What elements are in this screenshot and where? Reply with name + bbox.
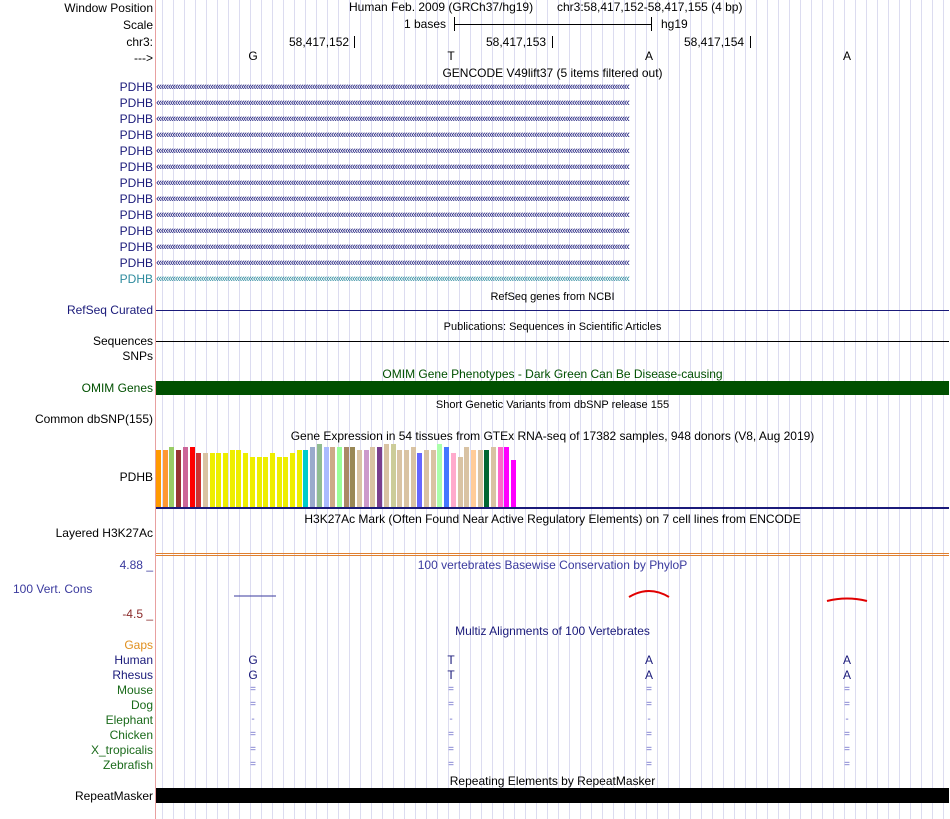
alignment-base: =	[646, 699, 652, 710]
multiz-title[interactable]: Multiz Alignments of 100 Vertebrates	[455, 624, 650, 638]
omim-label[interactable]: OMIM Genes	[81, 381, 153, 395]
species-label[interactable]: Zebrafish	[102, 758, 153, 772]
alignment-base: =	[646, 684, 652, 695]
gtex-tissue-bar[interactable]	[176, 450, 181, 507]
gencode-transcript-label[interactable]: PDHB	[119, 160, 153, 174]
alignment-base: -	[647, 714, 651, 725]
phylop-label[interactable]: 100 Vert. Cons	[13, 582, 93, 596]
phylop-title[interactable]: 100 vertebrates Basewise Conservation by PhyloP	[417, 558, 688, 572]
gtex-tissue-bar[interactable]	[384, 444, 389, 507]
gtex-tissue-bar[interactable]	[431, 450, 436, 507]
gencode-transcript-label[interactable]: PDHB	[119, 192, 153, 206]
gencode-transcript[interactable]: ‹‹‹‹‹‹‹‹‹‹‹‹‹‹‹‹‹‹‹‹‹‹‹‹‹‹‹‹‹‹‹‹‹‹‹‹‹‹‹‹‹‹‹‹‹‹‹‹‹‹‹‹‹‹‹‹‹‹‹‹‹‹‹‹‹‹‹‹‹‹‹‹‹‹‹‹‹‹‹‹‹‹‹‹‹‹‹‹‹‹‹‹‹‹‹‹‹‹‹‹‹‹‹‹‹‹‹‹‹‹‹‹‹‹‹‹‹‹‹‹‹‹‹‹‹‹‹‹‹‹‹‹‹‹‹‹‹‹‹‹‹‹‹‹‹‹‹‹‹‹‹‹‹‹‹‹‹‹‹‹‹‹‹‹‹‹‹‹‹‹‹‹‹‹‹‹‹‹‹‹‹‹‹‹‹‹‹‹‹‹‹‹‹‹‹‹‹‹‹‹	[156, 145, 629, 157]
scale-text: 1 bases	[404, 17, 447, 31]
repeatmasker-title[interactable]: Repeating Elements by RepeatMasker	[449, 774, 656, 788]
refseq-title[interactable]: RefSeq genes from NCBI	[490, 291, 615, 303]
position-text[interactable]: chr3:58,417,152-58,417,155 (4 bp)	[557, 0, 743, 14]
alignment-base: =	[844, 744, 850, 755]
gtex-tissue-bar[interactable]	[270, 453, 275, 507]
gtex-tissue-bar[interactable]	[444, 447, 449, 507]
gtex-tissue-bar[interactable]	[317, 444, 322, 507]
ref-base-1: G	[248, 49, 258, 63]
snps-label[interactable]: SNPs	[122, 349, 153, 363]
gencode-transcript-label[interactable]: PDHB	[119, 208, 153, 222]
gencode-transcript-label[interactable]: PDHB	[119, 128, 153, 142]
species-label[interactable]: Dog	[130, 698, 153, 712]
alignment-base: =	[250, 684, 256, 695]
gencode-transcript[interactable]: ‹‹‹‹‹‹‹‹‹‹‹‹‹‹‹‹‹‹‹‹‹‹‹‹‹‹‹‹‹‹‹‹‹‹‹‹‹‹‹‹‹‹‹‹‹‹‹‹‹‹‹‹‹‹‹‹‹‹‹‹‹‹‹‹‹‹‹‹‹‹‹‹‹‹‹‹‹‹‹‹‹‹‹‹‹‹‹‹‹‹‹‹‹‹‹‹‹‹‹‹‹‹‹‹‹‹‹‹‹‹‹‹‹‹‹‹‹‹‹‹‹‹‹‹‹‹‹‹‹‹‹‹‹‹‹‹‹‹‹‹‹‹‹‹‹‹‹‹‹‹‹‹‹‹‹‹‹‹‹‹‹‹‹‹‹‹‹‹‹‹‹‹‹‹‹‹‹‹‹‹‹‹‹‹‹‹‹‹‹‹‹‹‹‹‹‹‹‹‹‹	[156, 81, 629, 93]
alignment-base: T	[447, 668, 455, 682]
strand-label: --->	[134, 51, 153, 65]
alignment-base: =	[646, 744, 652, 755]
gtex-tissue-bar[interactable]	[411, 447, 416, 507]
species-label[interactable]: Mouse	[116, 683, 153, 697]
gtex-tissue-bar[interactable]	[169, 447, 174, 507]
gencode-transcript-label[interactable]: PDHB	[119, 112, 153, 126]
gtex-tissue-bar[interactable]	[344, 447, 349, 507]
gencode-transcript[interactable]: ‹‹‹‹‹‹‹‹‹‹‹‹‹‹‹‹‹‹‹‹‹‹‹‹‹‹‹‹‹‹‹‹‹‹‹‹‹‹‹‹‹‹‹‹‹‹‹‹‹‹‹‹‹‹‹‹‹‹‹‹‹‹‹‹‹‹‹‹‹‹‹‹‹‹‹‹‹‹‹‹‹‹‹‹‹‹‹‹‹‹‹‹‹‹‹‹‹‹‹‹‹‹‹‹‹‹‹‹‹‹‹‹‹‹‹‹‹‹‹‹‹‹‹‹‹‹‹‹‹‹‹‹‹‹‹‹‹‹‹‹‹‹‹‹‹‹‹‹‹‹‹‹‹‹‹‹‹‹‹‹‹‹‹‹‹‹‹‹‹‹‹‹‹‹‹‹‹‹‹‹‹‹‹‹‹‹‹‹‹‹‹‹‹‹‹‹‹‹‹‹	[156, 241, 629, 253]
gtex-tissue-bar[interactable]	[391, 444, 396, 507]
ref-base-3: A	[644, 49, 653, 63]
alignment-base: =	[250, 744, 256, 755]
gaps-label[interactable]: Gaps	[124, 638, 153, 652]
publications-line[interactable]	[156, 341, 949, 342]
species-label[interactable]: Chicken	[109, 728, 153, 742]
gencode-transcript[interactable]: ‹‹‹‹‹‹‹‹‹‹‹‹‹‹‹‹‹‹‹‹‹‹‹‹‹‹‹‹‹‹‹‹‹‹‹‹‹‹‹‹‹‹‹‹‹‹‹‹‹‹‹‹‹‹‹‹‹‹‹‹‹‹‹‹‹‹‹‹‹‹‹‹‹‹‹‹‹‹‹‹‹‹‹‹‹‹‹‹‹‹‹‹‹‹‹‹‹‹‹‹‹‹‹‹‹‹‹‹‹‹‹‹‹‹‹‹‹‹‹‹‹‹‹‹‹‹‹‹‹‹‹‹‹‹‹‹‹‹‹‹‹‹‹‹‹‹‹‹‹‹‹‹‹‹‹‹‹‹‹‹‹‹‹‹‹‹‹‹‹‹‹‹‹‹‹‹‹‹‹‹‹‹‹‹‹‹‹‹‹‹‹‹‹‹‹‹‹‹‹‹	[156, 161, 629, 173]
tick-mark-3	[750, 36, 751, 48]
gtex-tissue-bar[interactable]	[370, 447, 375, 507]
tick-label-1: 58,417,152	[289, 35, 350, 49]
h3k27ac-title[interactable]: H3K27Ac Mark (Often Found Near Active Regulatory Elements) on 7 cell lines from ENCODE	[304, 512, 801, 526]
gencode-transcript[interactable]: ‹‹‹‹‹‹‹‹‹‹‹‹‹‹‹‹‹‹‹‹‹‹‹‹‹‹‹‹‹‹‹‹‹‹‹‹‹‹‹‹‹‹‹‹‹‹‹‹‹‹‹‹‹‹‹‹‹‹‹‹‹‹‹‹‹‹‹‹‹‹‹‹‹‹‹‹‹‹‹‹‹‹‹‹‹‹‹‹‹‹‹‹‹‹‹‹‹‹‹‹‹‹‹‹‹‹‹‹‹‹‹‹‹‹‹‹‹‹‹‹‹‹‹‹‹‹‹‹‹‹‹‹‹‹‹‹‹‹‹‹‹‹‹‹‹‹‹‹‹‹‹‹‹‹‹‹‹‹‹‹‹‹‹‹‹‹‹‹‹‹‹‹‹‹‹‹‹‹‹‹‹‹‹‹‹‹‹‹‹‹‹‹‹‹‹‹‹‹‹‹	[156, 129, 629, 141]
alignment-base: G	[248, 653, 258, 667]
gtex-tissue-bar[interactable]	[297, 450, 302, 507]
gtex-tissue-bar[interactable]	[424, 450, 429, 507]
omim-bar[interactable]	[156, 381, 949, 395]
chrom-label: chr3:	[126, 35, 153, 49]
alignment-base: =	[250, 759, 256, 770]
gtex-tissue-bar[interactable]	[478, 450, 483, 507]
gtex-tissue-bar[interactable]	[283, 457, 288, 507]
gencode-transcript[interactable]: ‹‹‹‹‹‹‹‹‹‹‹‹‹‹‹‹‹‹‹‹‹‹‹‹‹‹‹‹‹‹‹‹‹‹‹‹‹‹‹‹‹‹‹‹‹‹‹‹‹‹‹‹‹‹‹‹‹‹‹‹‹‹‹‹‹‹‹‹‹‹‹‹‹‹‹‹‹‹‹‹‹‹‹‹‹‹‹‹‹‹‹‹‹‹‹‹‹‹‹‹‹‹‹‹‹‹‹‹‹‹‹‹‹‹‹‹‹‹‹‹‹‹‹‹‹‹‹‹‹‹‹‹‹‹‹‹‹‹‹‹‹‹‹‹‹‹‹‹‹‹‹‹‹‹‹‹‹‹‹‹‹‹‹‹‹‹‹‹‹‹‹‹‹‹‹‹‹‹‹‹‹‹‹‹‹‹‹‹‹‹‹‹‹‹‹‹‹‹‹‹	[156, 193, 629, 205]
alignment-base: -	[845, 714, 849, 725]
gencode-title[interactable]: GENCODE V49lift37 (5 items filtered out)	[442, 66, 663, 80]
sequences-label[interactable]: Sequences	[92, 334, 153, 348]
gencode-transcript[interactable]: ‹‹‹‹‹‹‹‹‹‹‹‹‹‹‹‹‹‹‹‹‹‹‹‹‹‹‹‹‹‹‹‹‹‹‹‹‹‹‹‹‹‹‹‹‹‹‹‹‹‹‹‹‹‹‹‹‹‹‹‹‹‹‹‹‹‹‹‹‹‹‹‹‹‹‹‹‹‹‹‹‹‹‹‹‹‹‹‹‹‹‹‹‹‹‹‹‹‹‹‹‹‹‹‹‹‹‹‹‹‹‹‹‹‹‹‹‹‹‹‹‹‹‹‹‹‹‹‹‹‹‹‹‹‹‹‹‹‹‹‹‹‹‹‹‹‹‹‹‹‹‹‹‹‹‹‹‹‹‹‹‹‹‹‹‹‹‹‹‹‹‹‹‹‹‹‹‹‹‹‹‹‹‹‹‹‹‹‹‹‹‹‹‹‹‹‹‹‹‹‹	[156, 209, 629, 221]
gtex-tissue-bar[interactable]	[364, 450, 369, 507]
gtex-tissue-bar[interactable]	[357, 450, 362, 507]
gencode-transcript[interactable]: ‹‹‹‹‹‹‹‹‹‹‹‹‹‹‹‹‹‹‹‹‹‹‹‹‹‹‹‹‹‹‹‹‹‹‹‹‹‹‹‹‹‹‹‹‹‹‹‹‹‹‹‹‹‹‹‹‹‹‹‹‹‹‹‹‹‹‹‹‹‹‹‹‹‹‹‹‹‹‹‹‹‹‹‹‹‹‹‹‹‹‹‹‹‹‹‹‹‹‹‹‹‹‹‹‹‹‹‹‹‹‹‹‹‹‹‹‹‹‹‹‹‹‹‹‹‹‹‹‹‹‹‹‹‹‹‹‹‹‹‹‹‹‹‹‹‹‹‹‹‹‹‹‹‹‹‹‹‹‹‹‹‹‹‹‹‹‹‹‹‹‹‹‹‹‹‹‹‹‹‹‹‹‹‹‹‹‹‹‹‹‹‹‹‹‹‹‹‹‹‹	[156, 273, 629, 285]
gencode-transcript-label[interactable]: PDHB	[119, 240, 153, 254]
alignment-base: A	[644, 653, 653, 667]
gtex-tissue-bar[interactable]	[223, 453, 228, 507]
alignment-base: =	[646, 729, 652, 740]
gtex-tissue-bar[interactable]	[277, 457, 282, 507]
gtex-tissue-bar[interactable]	[196, 453, 201, 507]
gtex-tissue-bar[interactable]	[243, 453, 248, 507]
gtex-tissue-bar[interactable]	[350, 447, 355, 507]
tick-mark-1	[354, 36, 355, 48]
phylop-peak-1	[629, 591, 669, 597]
db-text: hg19	[661, 17, 688, 31]
gencode-transcript[interactable]: ‹‹‹‹‹‹‹‹‹‹‹‹‹‹‹‹‹‹‹‹‹‹‹‹‹‹‹‹‹‹‹‹‹‹‹‹‹‹‹‹‹‹‹‹‹‹‹‹‹‹‹‹‹‹‹‹‹‹‹‹‹‹‹‹‹‹‹‹‹‹‹‹‹‹‹‹‹‹‹‹‹‹‹‹‹‹‹‹‹‹‹‹‹‹‹‹‹‹‹‹‹‹‹‹‹‹‹‹‹‹‹‹‹‹‹‹‹‹‹‹‹‹‹‹‹‹‹‹‹‹‹‹‹‹‹‹‹‹‹‹‹‹‹‹‹‹‹‹‹‹‹‹‹‹‹‹‹‹‹‹‹‹‹‹‹‹‹‹‹‹‹‹‹‹‹‹‹‹‹‹‹‹‹‹‹‹‹‹‹‹‹‹‹‹‹‹‹‹‹‹	[156, 177, 629, 189]
alignment-base: =	[844, 699, 850, 710]
gtex-tissue-bar[interactable]	[437, 444, 442, 507]
alignment-base: -	[251, 714, 255, 725]
gencode-transcript-label[interactable]: PDHB	[119, 272, 153, 286]
repeatmasker-label[interactable]: RepeatMasker	[74, 789, 153, 803]
alignment-base: =	[250, 699, 256, 710]
gencode-transcript[interactable]: ‹‹‹‹‹‹‹‹‹‹‹‹‹‹‹‹‹‹‹‹‹‹‹‹‹‹‹‹‹‹‹‹‹‹‹‹‹‹‹‹‹‹‹‹‹‹‹‹‹‹‹‹‹‹‹‹‹‹‹‹‹‹‹‹‹‹‹‹‹‹‹‹‹‹‹‹‹‹‹‹‹‹‹‹‹‹‹‹‹‹‹‹‹‹‹‹‹‹‹‹‹‹‹‹‹‹‹‹‹‹‹‹‹‹‹‹‹‹‹‹‹‹‹‹‹‹‹‹‹‹‹‹‹‹‹‹‹‹‹‹‹‹‹‹‹‹‹‹‹‹‹‹‹‹‹‹‹‹‹‹‹‹‹‹‹‹‹‹‹‹‹‹‹‹‹‹‹‹‹‹‹‹‹‹‹‹‹‹‹‹‹‹‹‹‹‹‹‹‹‹	[156, 257, 629, 269]
gtex-tissue-bar[interactable]	[491, 447, 496, 507]
gencode-transcript[interactable]: ‹‹‹‹‹‹‹‹‹‹‹‹‹‹‹‹‹‹‹‹‹‹‹‹‹‹‹‹‹‹‹‹‹‹‹‹‹‹‹‹‹‹‹‹‹‹‹‹‹‹‹‹‹‹‹‹‹‹‹‹‹‹‹‹‹‹‹‹‹‹‹‹‹‹‹‹‹‹‹‹‹‹‹‹‹‹‹‹‹‹‹‹‹‹‹‹‹‹‹‹‹‹‹‹‹‹‹‹‹‹‹‹‹‹‹‹‹‹‹‹‹‹‹‹‹‹‹‹‹‹‹‹‹‹‹‹‹‹‹‹‹‹‹‹‹‹‹‹‹‹‹‹‹‹‹‹‹‹‹‹‹‹‹‹‹‹‹‹‹‹‹‹‹‹‹‹‹‹‹‹‹‹‹‹‹‹‹‹‹‹‹‹‹‹‹‹‹‹‹‹	[156, 113, 629, 125]
gtex-tissue-bar[interactable]	[337, 447, 342, 507]
phylop-peak-2	[827, 599, 867, 602]
gtex-tissue-bar[interactable]	[310, 447, 315, 507]
scale-bar	[454, 17, 652, 31]
scale-label: Scale	[122, 18, 153, 32]
species-label[interactable]: X_tropicalis	[90, 743, 153, 757]
refseq-label[interactable]: RefSeq Curated	[66, 303, 153, 317]
gtex-tissue-bar[interactable]	[263, 457, 268, 507]
phylop-max: 4.88 _	[119, 558, 153, 572]
gencode-transcript-label[interactable]: PDHB	[119, 176, 153, 190]
gtex-tissue-bar[interactable]	[417, 453, 422, 507]
alignment-base: =	[646, 759, 652, 770]
gtex-tissue-bar[interactable]	[190, 447, 195, 507]
gencode-transcript[interactable]: ‹‹‹‹‹‹‹‹‹‹‹‹‹‹‹‹‹‹‹‹‹‹‹‹‹‹‹‹‹‹‹‹‹‹‹‹‹‹‹‹‹‹‹‹‹‹‹‹‹‹‹‹‹‹‹‹‹‹‹‹‹‹‹‹‹‹‹‹‹‹‹‹‹‹‹‹‹‹‹‹‹‹‹‹‹‹‹‹‹‹‹‹‹‹‹‹‹‹‹‹‹‹‹‹‹‹‹‹‹‹‹‹‹‹‹‹‹‹‹‹‹‹‹‹‹‹‹‹‹‹‹‹‹‹‹‹‹‹‹‹‹‹‹‹‹‹‹‹‹‹‹‹‹‹‹‹‹‹‹‹‹‹‹‹‹‹‹‹‹‹‹‹‹‹‹‹‹‹‹‹‹‹‹‹‹‹‹‹‹‹‹‹‹‹‹‹‹‹‹‹	[156, 97, 629, 109]
gencode-transcript-label[interactable]: PDHB	[119, 224, 153, 238]
gtex-tissue-bar[interactable]	[511, 460, 516, 507]
gtex-tissue-bar[interactable]	[230, 450, 235, 507]
gtex-tissue-bar[interactable]	[330, 447, 335, 507]
ref-base-2: T	[447, 49, 455, 63]
alignment-base: =	[844, 729, 850, 740]
gtex-tissue-bar[interactable]	[498, 447, 503, 507]
alignment-base: A	[842, 653, 851, 667]
alignment-base: =	[844, 684, 850, 695]
gtex-tissue-bar[interactable]	[471, 450, 476, 507]
gtex-tissue-bar[interactable]	[290, 453, 295, 507]
tick-label-2: 58,417,153	[486, 35, 547, 49]
gencode-transcript-label[interactable]: PDHB	[119, 144, 153, 158]
gtex-tissue-bar[interactable]	[484, 450, 489, 507]
gtex-tissue-bar[interactable]	[397, 450, 402, 507]
gtex-baseline	[156, 507, 949, 509]
assembly-text: Human Feb. 2009 (GRCh37/hg19)	[349, 0, 534, 14]
tick-label-3: 58,417,154	[684, 35, 745, 49]
gtex-tissue-bar[interactable]	[250, 457, 255, 507]
dbsnp-title[interactable]: Short Genetic Variants from dbSNP release 155	[435, 399, 670, 411]
gtex-title[interactable]: Gene Expression in 54 tissues from GTEx RNA-seq of 17382 samples, 948 donors (V8, Aug 2019)	[290, 429, 815, 443]
h3k27ac-line-1	[156, 553, 949, 554]
phylop-min: -4.5 _	[122, 607, 153, 621]
tick-mark-2	[552, 36, 553, 48]
gtex-tissue-bar[interactable]	[163, 450, 168, 507]
h3k27ac-line-2	[156, 555, 949, 556]
gtex-bar-chart[interactable]	[156, 443, 949, 507]
alignment-base: T	[447, 653, 455, 667]
gtex-tissue-bar[interactable]	[504, 447, 509, 507]
phylop-graph[interactable]	[156, 572, 949, 612]
species-label[interactable]: Rhesus	[112, 668, 153, 682]
h3k27ac-label[interactable]: Layered H3K27Ac	[55, 526, 153, 540]
gtex-tissue-bar[interactable]	[377, 447, 382, 507]
refseq-line[interactable]	[156, 310, 949, 311]
gtex-tissue-bar[interactable]	[210, 453, 215, 507]
alignment-base: =	[448, 684, 454, 695]
gtex-tissue-bar[interactable]	[451, 453, 456, 507]
gencode-transcript-label[interactable]: PDHB	[119, 256, 153, 270]
repeatmasker-bar[interactable]	[156, 788, 949, 803]
gtex-tissue-bar[interactable]	[404, 450, 409, 507]
alignment-base: =	[448, 759, 454, 770]
publications-title[interactable]: Publications: Sequences in Scientific Articles	[443, 321, 662, 333]
gtex-tissue-bar[interactable]	[324, 447, 329, 507]
alignment-base: =	[250, 729, 256, 740]
alignment-base: =	[448, 699, 454, 710]
gtex-tissue-bar[interactable]	[458, 457, 463, 507]
gtex-tissue-bar[interactable]	[257, 457, 262, 507]
gtex-tissue-bar[interactable]	[156, 450, 161, 507]
alignment-base: =	[448, 744, 454, 755]
gencode-transcript-label[interactable]: PDHB	[119, 80, 153, 94]
gtex-tissue-bar[interactable]	[236, 450, 241, 507]
alignment-base: A	[644, 668, 653, 682]
ref-base-4: A	[842, 49, 851, 63]
species-label[interactable]: Elephant	[105, 713, 153, 727]
dbsnp-label[interactable]: Common dbSNP(155)	[34, 412, 153, 426]
gencode-transcript[interactable]: ‹‹‹‹‹‹‹‹‹‹‹‹‹‹‹‹‹‹‹‹‹‹‹‹‹‹‹‹‹‹‹‹‹‹‹‹‹‹‹‹‹‹‹‹‹‹‹‹‹‹‹‹‹‹‹‹‹‹‹‹‹‹‹‹‹‹‹‹‹‹‹‹‹‹‹‹‹‹‹‹‹‹‹‹‹‹‹‹‹‹‹‹‹‹‹‹‹‹‹‹‹‹‹‹‹‹‹‹‹‹‹‹‹‹‹‹‹‹‹‹‹‹‹‹‹‹‹‹‹‹‹‹‹‹‹‹‹‹‹‹‹‹‹‹‹‹‹‹‹‹‹‹‹‹‹‹‹‹‹‹‹‹‹‹‹‹‹‹‹‹‹‹‹‹‹‹‹‹‹‹‹‹‹‹‹‹‹‹‹‹‹‹‹‹‹‹‹‹‹‹	[156, 225, 629, 237]
gtex-tissue-bar[interactable]	[203, 453, 208, 507]
gtex-tissue-bar[interactable]	[464, 447, 469, 507]
gencode-transcript-label[interactable]: PDHB	[119, 96, 153, 110]
omim-title[interactable]: OMIM Gene Phenotypes - Dark Green Can Be Disease-causing	[382, 367, 723, 381]
alignment-base: =	[448, 729, 454, 740]
gtex-tissue-bar[interactable]	[303, 450, 308, 507]
gtex-label[interactable]: PDHB	[119, 470, 153, 484]
alignment-base: -	[449, 714, 453, 725]
species-label[interactable]: Human	[114, 653, 153, 667]
window-position-label: Window Position	[64, 1, 153, 15]
gtex-tissue-bar[interactable]	[216, 453, 221, 507]
gtex-tissue-bar[interactable]	[183, 447, 188, 507]
alignment-base: A	[842, 668, 851, 682]
alignment-base: G	[248, 668, 258, 682]
alignment-base: =	[844, 759, 850, 770]
